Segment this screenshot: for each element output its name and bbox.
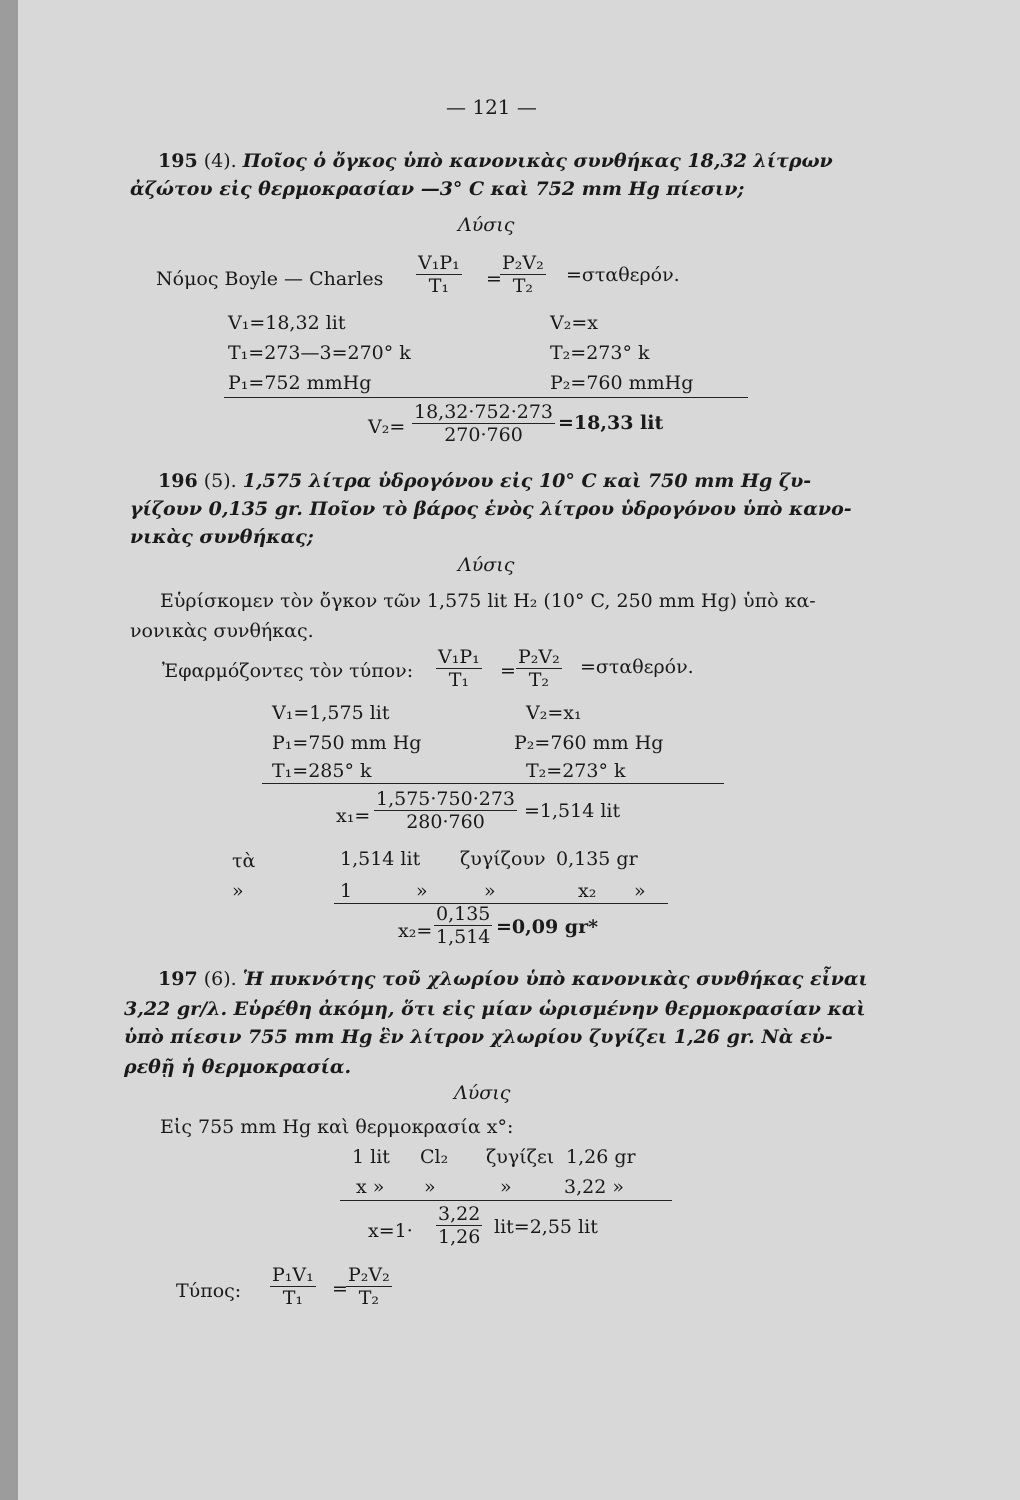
equals-sign: =	[332, 1278, 348, 1300]
problem-question: 1,575 λίτρα ὑδρογόνου εἰς 10° C καὶ 750 mm Hg ζυ-	[242, 470, 812, 492]
fraction	[516, 646, 562, 691]
problem-ref: (6).	[203, 968, 237, 990]
value-line: P₁=752 mmHg	[228, 372, 372, 394]
law-label: Νόμος Boyle — Charles	[156, 268, 384, 290]
text-line: νονικὰς συνθήκας.	[130, 620, 314, 642]
numerator: 3,22	[438, 1203, 481, 1225]
prop-ditto: »	[424, 1176, 436, 1198]
problem-question: ὑπὸ πίεσιν 755 mm Hg ἓν λίτρον χλωρίου ζυγίζει 1,26 gr. Νὰ εὑ-	[124, 1026, 833, 1048]
value-line: T₁=285° k	[272, 760, 372, 782]
fraction	[270, 1264, 316, 1309]
solution-heading: Λύσις	[458, 214, 515, 236]
problem-195-header	[158, 150, 833, 172]
value-line: P₁=750 mm Hg	[272, 732, 422, 754]
fraction	[374, 788, 517, 833]
numerator: 1,575·750·273	[376, 788, 516, 810]
value-line: P₂=760 mmHg	[550, 372, 694, 394]
value-line: T₁=273—3=270° k	[228, 342, 411, 364]
problem-question: 3,22 gr/λ. Εὑρέθη ἀκόμη, ὅτι εἰς μίαν ὡρισμένην θερμοκρασίαν καὶ	[124, 998, 866, 1020]
solution-heading: Λύσις	[458, 554, 515, 576]
fraction	[436, 1203, 482, 1248]
separator-rule	[262, 783, 724, 784]
prop-cell: x₂	[578, 880, 597, 902]
prop-cell: ζυγίζουν	[460, 848, 546, 870]
problem-197-header	[158, 968, 868, 990]
problem-question: ρεθῇ ἡ θερμοκρασία.	[124, 1056, 352, 1078]
result-lhs: x₁=	[336, 805, 371, 827]
denominator: T₂	[512, 275, 534, 297]
value-line: T₂=273° k	[550, 342, 650, 364]
fraction	[416, 252, 462, 297]
law-rhs: =σταθερόν.	[566, 264, 680, 286]
denominator: T₂	[528, 669, 550, 691]
denominator: T₁	[282, 1287, 304, 1309]
fraction	[436, 646, 482, 691]
numerator: P₁V₁	[272, 1264, 314, 1286]
numerator: V₁P₁	[438, 646, 480, 668]
fraction	[346, 1264, 392, 1309]
problem-number: 196	[158, 470, 198, 492]
value-line: T₂=273° k	[526, 760, 626, 782]
apply-label: Ἐφαρμόζοντες τὸν τύπον:	[162, 660, 414, 682]
prop-label: τὰ	[232, 850, 256, 872]
result-value: =0,09 gr*	[496, 916, 599, 938]
result-value: =1,514 lit	[524, 800, 621, 822]
prop-cell: Cl₂	[420, 1146, 449, 1168]
problem-ref: (5).	[203, 470, 237, 492]
problem-question: ἀζώτου εἰς θερμοκρασίαν —3° C καὶ 752 mm Hg πίεσιν;	[130, 178, 745, 200]
separator-rule	[224, 397, 748, 398]
equals-sign: =	[500, 660, 516, 682]
text-line: Εὑρίσκομεν τὸν ὄγκον τῶν 1,575 lit H₂ (10° C, 250 mm Hg) ὑπὸ κα-	[160, 590, 816, 612]
prop-cell: 0,135 gr	[556, 848, 638, 870]
prop-cell: ζυγίζει	[486, 1146, 555, 1168]
problem-ref: (4).	[203, 150, 237, 172]
denominator: 280·760	[406, 811, 485, 833]
prop-ditto: »	[416, 880, 428, 902]
denominator: T₁	[428, 275, 450, 297]
numerator: 18,32·752·273	[414, 401, 554, 423]
prop-cell: x »	[356, 1176, 385, 1198]
problem-question: Ἡ πυκνότης τοῦ χλωρίου ὑπὸ κανονικὰς συνθήκας εἶναι	[242, 968, 868, 990]
apply-rhs: =σταθερόν.	[580, 656, 694, 678]
prop-ditto: »	[500, 1176, 512, 1198]
fraction	[500, 252, 546, 297]
separator-rule	[340, 1200, 672, 1201]
denominator: T₁	[448, 669, 470, 691]
result-value: lit=2,55 lit	[494, 1216, 598, 1238]
prop-cell: 1 lit	[352, 1146, 390, 1168]
page-edge-shadow	[0, 0, 18, 1500]
problem-196-header	[158, 470, 811, 492]
value-line: V₁=18,32 lit	[228, 312, 346, 334]
numerator: P₂V₂	[518, 646, 560, 668]
separator-rule	[334, 903, 668, 904]
value-line: V₁=1,575 lit	[272, 702, 390, 724]
equals-sign: =	[486, 268, 502, 290]
numerator: V₁P₁	[418, 252, 460, 274]
prop-cell: 3,22 »	[564, 1176, 624, 1198]
problem-question: Ποῖος ὁ ὄγκος ὑπὸ κανονικὰς συνθήκας 18,32 λίτρων	[242, 150, 833, 172]
denominator: 1,26	[438, 1226, 481, 1248]
problem-number: 195	[158, 150, 198, 172]
prop-ditto: »	[232, 880, 244, 902]
prop-cell: 1	[340, 880, 353, 902]
prop-cell: 1,26 gr	[566, 1146, 636, 1168]
result-value: =18,33 lit	[558, 412, 664, 434]
value-line: V₂=x₁	[526, 702, 582, 724]
numerator: 0,135	[436, 903, 491, 925]
denominator: 1,514	[436, 926, 491, 948]
result-lhs: x₂=	[398, 920, 433, 942]
denominator: T₂	[358, 1287, 380, 1309]
formula-label: Τύπος:	[176, 1280, 242, 1302]
value-line: V₂=x	[550, 312, 598, 334]
problem-question: νικὰς συνθήκας;	[130, 526, 314, 548]
value-line: P₂=760 mm Hg	[514, 732, 664, 754]
problem-number: 197	[158, 968, 198, 990]
prop-cell: 1,514 lit	[340, 848, 421, 870]
problem-question: γίζουν 0,135 gr. Ποῖον τὸ βάρος ἑνὸς λίτρου ὑδρογόνου ὑπὸ κανο-	[130, 498, 852, 520]
result-lhs: x=1·	[368, 1220, 413, 1242]
fraction	[412, 401, 555, 446]
text-line: Εἰς 755 mm Hg καὶ θερμοκρασία x°:	[160, 1116, 514, 1138]
result-lhs: V₂=	[368, 416, 406, 438]
denominator: 270·760	[444, 424, 523, 446]
page-number: — 121 —	[446, 95, 537, 119]
prop-ditto: »	[634, 880, 646, 902]
prop-ditto: »	[484, 880, 496, 902]
numerator: P₂V₂	[348, 1264, 390, 1286]
numerator: P₂V₂	[502, 252, 544, 274]
fraction	[434, 903, 492, 948]
solution-heading: Λύσις	[454, 1082, 511, 1104]
